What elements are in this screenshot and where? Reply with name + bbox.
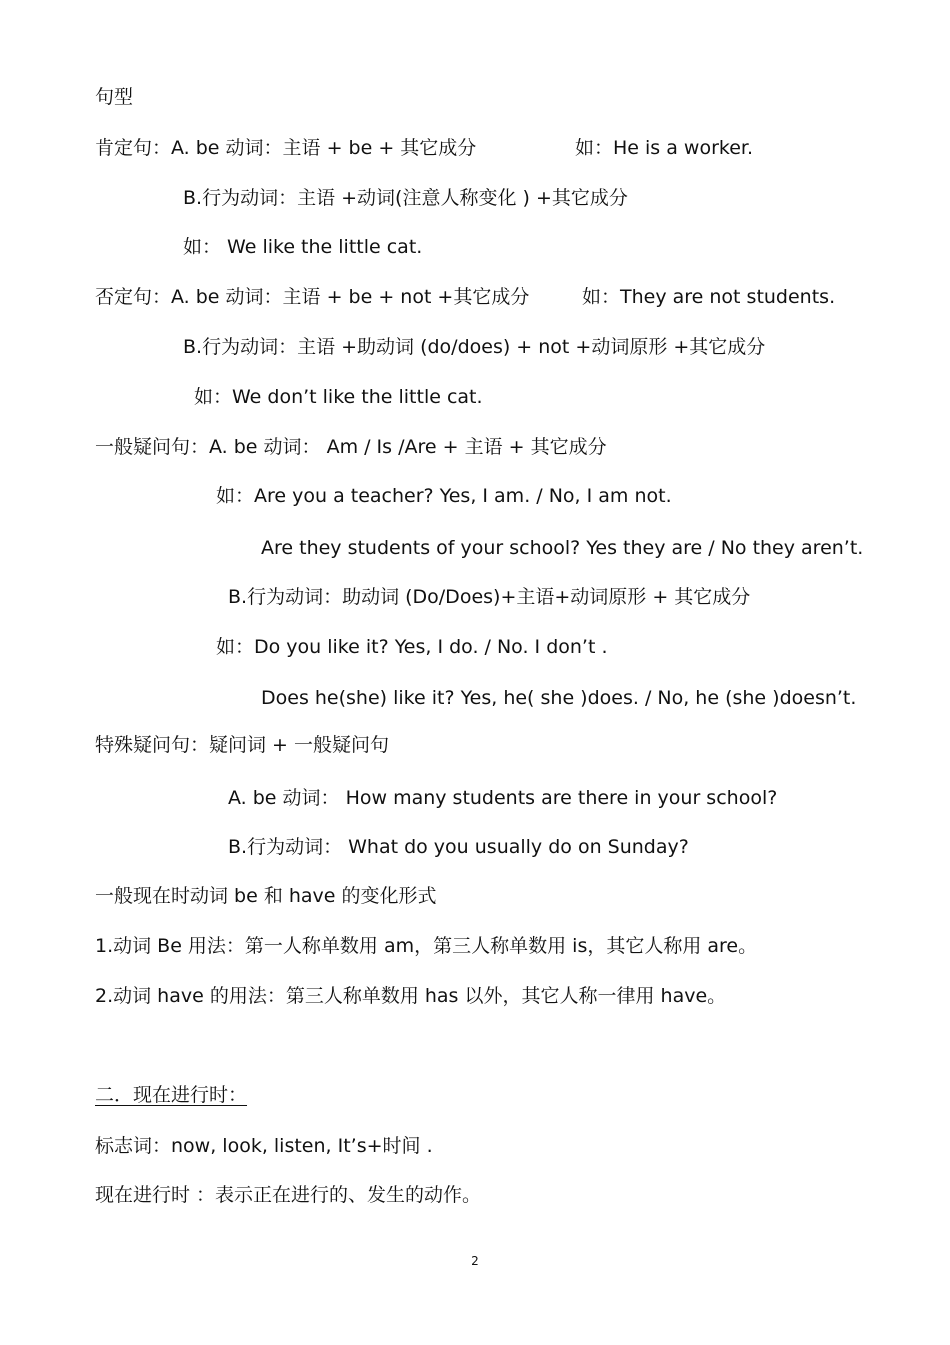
present-continuous-definition: 现在进行时 ：表示正在进行的、发生的动作。: [95, 1184, 482, 1206]
negative-verb-rule: B.行为动词：主语 +助动词 (do/does) + not +动词原形 +其它成分: [183, 336, 766, 358]
be-have-forms-heading: 一般现在时动词 be 和 have 的变化形式: [95, 885, 437, 907]
affirmative-verb-rule: B.行为动词：主语 +动词(注意人称变化 ) +其它成分: [183, 187, 628, 209]
special-question-be-example: A. be 动词： How many students are there in your school?: [228, 787, 778, 809]
present-continuous-heading: 二．现在进行时：: [95, 1084, 248, 1106]
affirmative-be-rule: 肯定句：A. be 动词：主语 + be + 其它成分: [95, 137, 477, 159]
negative-verb-example: 如：We don’t like the little cat.: [194, 386, 483, 408]
present-continuous-signal-words: 标志词：now, look, listen, It’s+时间 .: [95, 1135, 433, 1157]
general-question-verb-example-2: Does he(she) like it? Yes, he( she )does. / No, he (she )doesn’t.: [261, 687, 857, 709]
have-usage-rule: 2.动词 have 的用法：第三人称单数用 has 以外，其它人称一律用 have。: [95, 985, 727, 1007]
special-question-rule: 特殊疑问句：疑问词 + 一般疑问句: [95, 734, 389, 756]
negative-be-example: 如：They are not students.: [582, 286, 836, 308]
page-number: 2: [471, 1254, 479, 1268]
negative-be-rule: 否定句：A. be 动词：主语 + be + not +其它成分: [95, 286, 530, 308]
general-question-verb-rule: B.行为动词：助动词 (Do/Does)+主语+动词原形 + 其它成分: [228, 586, 751, 608]
be-usage-rule: 1.动词 Be 用法：第一人称单数用 am，第三人称单数用 is，其它人称用 are。: [95, 935, 758, 957]
general-question-verb-example-1: 如：Do you like it? Yes, I do. / No. I don’t .: [216, 636, 608, 658]
section-label-sentence-patterns: 句型: [95, 86, 134, 108]
general-question-be-example-1: 如：Are you a teacher? Yes, I am. / No, I am not.: [216, 485, 672, 507]
general-question-be-example-2: Are they students of your school? Yes they are / No they aren’t.: [261, 537, 864, 559]
affirmative-verb-example: 如： We like the little cat.: [183, 236, 423, 258]
general-question-be-rule: 一般疑问句：A. be 动词： Am / Is /Are + 主语 + 其它成分: [95, 436, 607, 458]
affirmative-be-example: 如：He is a worker.: [575, 137, 754, 159]
special-question-verb-example: B.行为动词： What do you usually do on Sunday?: [228, 836, 689, 858]
